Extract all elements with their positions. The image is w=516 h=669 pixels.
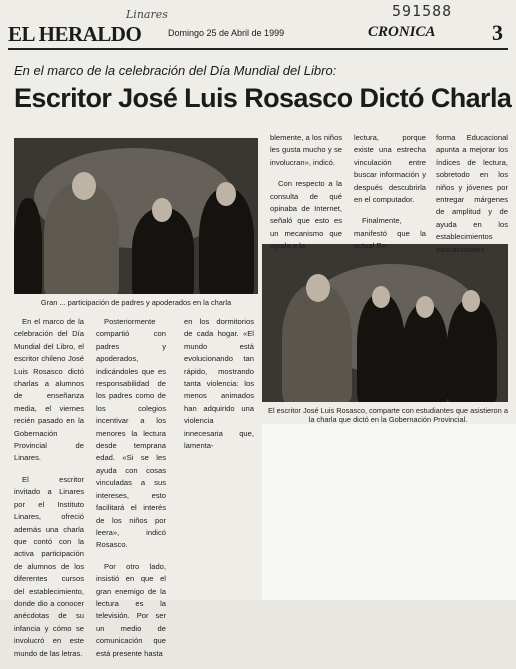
article-headline: Escritor José Luis Rosasco Dictó Charla [14,83,512,113]
article-column-1 [14,316,84,669]
masthead [8,2,508,50]
photo2-caption: El escritor José Luis Rosasco, comparte con estudiantes que asistieron a la charla que dictó en la Gobernación Provincial. [268,406,508,424]
paragraph: Finalmente, manifestó que la actual Re- [354,216,426,251]
paragraph: en los dormitorios de cada hogar. «El mundo está evolucionando tan rápido, mostrando tanta violencia: los menos animados han adquirido una violencia innecesaria que, lamenta- [184,317,254,451]
newspaper-name: EL HERALDO [8,22,142,46]
article-column-5 [354,132,426,262]
archive-stamp-number: 591588 [392,2,453,20]
issue-date: Domingo 25 de Abril de 1999 [168,28,285,38]
blank-margin-area [262,424,516,600]
event-photo-students [262,244,508,402]
article-column-3 [184,316,254,461]
paragraph: El escritor invitado a Linares por el Instituto Linares, ofreció además una charla que contó con la activa participación de alumnos de los diferentes cursos del establecimiento, donde dio a conocer anécdotas de su infancia y cómo se involucró en este mundo de las letras. [14,474,84,658]
event-photo-audience [14,138,258,294]
handwritten-note: Linares [126,8,168,21]
article-column-2 [96,316,166,669]
article-column-4 [270,132,342,262]
paragraph: Posteriormente compartió con padres y apoderados, indicándoles que es responsabilidad de los padres como de los colegios incentivar a los menores la lectura desde temprana edad. «Si se les ayuda con cosas vinculadas a sus intereses, esto facilitará el interés de los niños por leera», indicó Rosasco. [96,317,166,550]
page-number: 3 [492,20,503,45]
paragraph: Con respecto a la consulta de qué opinaba de Internet, señaló que esto es un mecanismo que ayuda a la [270,179,342,251]
paragraph: forma Educacional apunta a mejorar los índices de lectura, sobretodo en los niños y jóvenes por entregar márgenes de amplitud y de ayuda en los establecimientos educacionales. [436,133,508,254]
paragraph: lectura, porque existe una estrecha vinculación entre buscar información y después descubrirla en el computador. [354,133,426,205]
photo1-caption: Gran ... participación de padres y apoderados en la charla [40,298,232,307]
section-name: CRONICA [368,24,436,40]
article-kicker: En el marco de la celebración del Día Mundial del Libro: [14,63,337,78]
article-column-6 [436,132,508,265]
paragraph: blemente, a los niños les gusta mucho y se involucran», indicó. [270,133,342,167]
paragraph: Por otro lado, insistió en que el gran enemigo de la lectura es la televisión. Por ser un medio de comunicación que está presente hasta [96,561,166,658]
paragraph: En el marco de la celebración del Día Mundial del Libro, el escritor chileno José Luis Rosasco dictó charlas a alumnos de enseñanza media, el viernes recién pasado en la Gobernación Provincial de Linares. [14,317,84,463]
